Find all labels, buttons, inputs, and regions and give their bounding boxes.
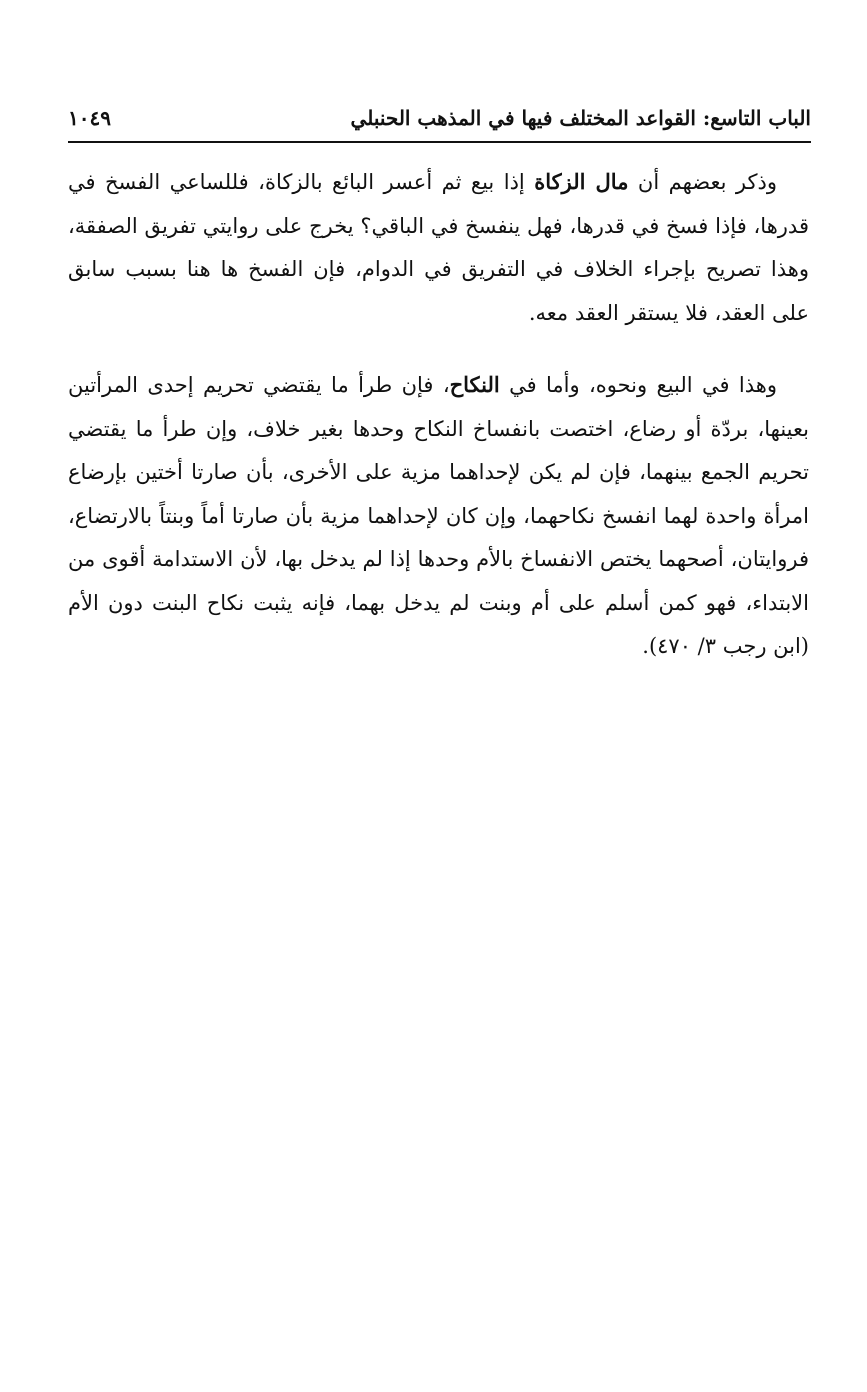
paragraph-2-text-start: وهذا في البيع ونحوه، وأما في: [499, 373, 777, 397]
paragraph-1-text-rest: إذا بيع ثم أعسر البائع بالزكاة، فللساعي الفسخ في قدرها، فإذا فسخ في قدرها، فهل ينفسخ في الباقي؟ يخرج على روايتي تفريق الصفقة، وهذا تصريح بإجراء الخلاف في التفريق في الدوام، فإن الفسخ ها هنا بسبب سابق على العقد، فلا يستقر العقد معه.: [68, 170, 809, 325]
body-text: [68, 160, 809, 669]
page-number: ١٠٤٩: [68, 106, 111, 130]
paragraph-nikah: [68, 363, 809, 669]
term-nikah: النكاح: [449, 372, 500, 397]
running-header: [68, 100, 811, 136]
paragraph-zakat: [68, 160, 809, 335]
header-divider: [68, 141, 811, 143]
paragraph-2-text-rest: ، فإن طرأ ما يقتضي تحريم إحدى المرأتين بعينها، بردّة أو رضاع، اختصت بانفساخ النكاح وحدها بغير خلاف، وإن طرأ ما يقتضي تحريم الجمع بينهما، فإن لم يكن لإحداهما مزية على الأخرى، بأن صارتا أختين بإرضاع امرأة واحدة لهما انفسخ نكاحهما، وإن كان لإحداهما مزية بأن صارتا أماً وبنتاً بالارتضاع، فروايتان، أصحهما يختص الانفساخ بالأم وحدها إذا لم يدخل بها، لأن الاستدامة أقوى من الابتداء، فهو كمن أسلم على أم وبنت لم يدخل بهما، فإنه يثبت نكاح البنت دون الأم (ابن رجب ٣/ ٤٧٠).: [68, 373, 809, 658]
term-zakat-wealth: مال الزكاة: [534, 169, 629, 194]
chapter-title: الباب التاسع: القواعد المختلف فيها في المذهب الحنبلي: [350, 106, 811, 130]
paragraph-1-text-start: وذكر بعضهم أن: [628, 170, 778, 194]
